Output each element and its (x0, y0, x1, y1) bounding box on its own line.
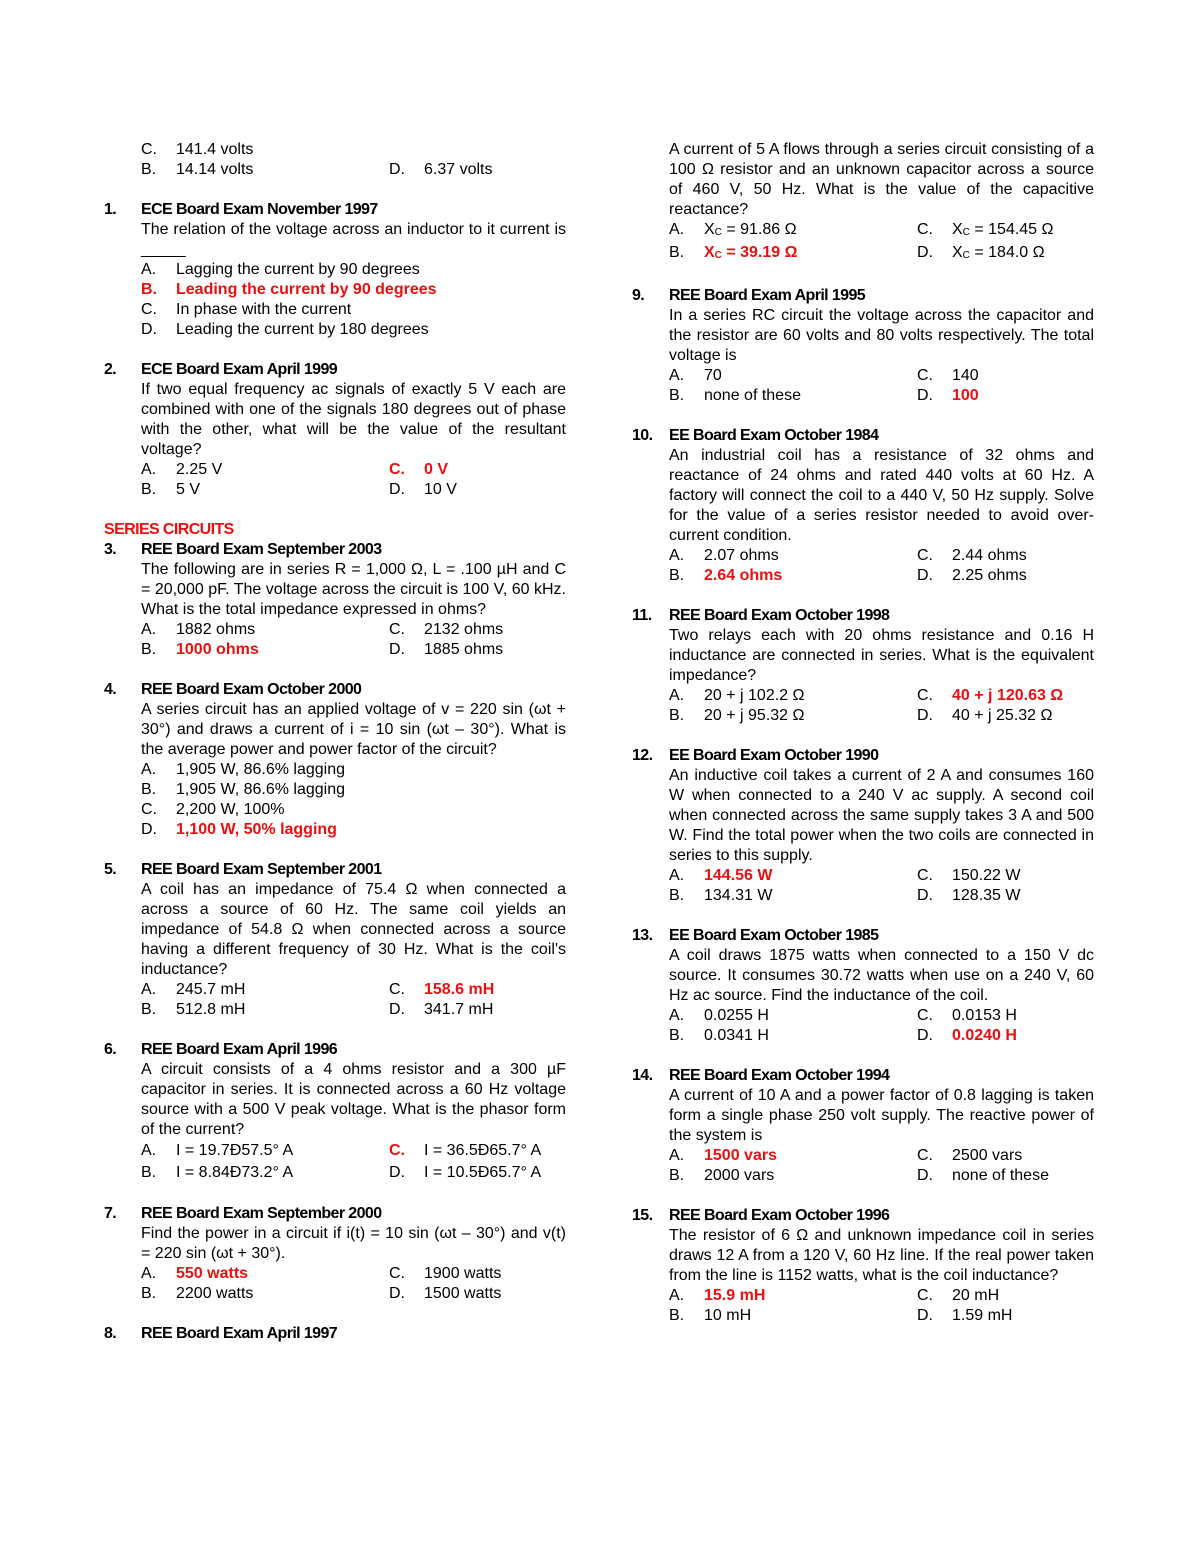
choice-d-correct: D. 0.0240 H (917, 1027, 1017, 1044)
question-title: ECE Board Exam April 1999 (141, 361, 338, 378)
question-number: 7. (104, 1205, 117, 1222)
question-title: REE Board Exam October 1994 (669, 1067, 890, 1084)
question-number: 6. (104, 1041, 117, 1058)
choice-a-correct: A. 144.56 W (669, 867, 773, 884)
question-title: ECE Board Exam November 1997 (141, 201, 378, 218)
choice-c: C. $X_C = 154.45$ Ω (917, 221, 1054, 238)
question-number: 4. (104, 681, 117, 698)
choice: B. 14.14 volts (141, 161, 254, 178)
choice-b: B. 10 mH (669, 1307, 752, 1324)
question-15 (632, 1206, 1094, 1326)
left-column (104, 140, 566, 1364)
choice-c-correct: C. 40 + j 120.63 Ω (917, 687, 1064, 704)
choice-d: D. Leading the current by 180 degrees (141, 321, 429, 338)
question-text: An inductive coil takes a current of 2 A and consumes 160 W when connected to a 240 V ac supply. A second coil when connected across the same supply takes 3 A and 500 W. Find the total power when the two coils are connected in series to this supply. (669, 767, 1094, 864)
choice-b: B. 2200 watts (141, 1285, 254, 1302)
question-7 (104, 1204, 566, 1304)
choice-a: A. 1882 ohms (141, 621, 256, 638)
question-title: REE Board Exam April 1995 (669, 287, 866, 304)
choice-a: A. 1,905 W, 86.6% lagging (141, 761, 346, 778)
choice-d-correct: D. 100 (917, 387, 979, 404)
choice-a: A. 245.7 mH (141, 981, 246, 998)
question-8-header (104, 1324, 566, 1344)
choice-d: D. 10 V (389, 481, 457, 498)
question-2 (104, 360, 566, 500)
choice-a: A. 0.0255 H (669, 1007, 769, 1024)
choice-b: B. 0.0341 H (669, 1027, 769, 1044)
choice-b-correct: B. 1000 ohms (141, 641, 259, 658)
question-number: 12. (632, 747, 653, 764)
choice: D. 6.37 volts (389, 161, 493, 178)
question-8-body (632, 140, 1094, 266)
choice-c: C. 2.44 ohms (917, 547, 1027, 564)
question-number: 3. (104, 541, 117, 558)
question-text: In a series RC circuit the voltage across the capacitor and the resistor are 60 volts and 80 volts respectively. The total voltage is (669, 307, 1094, 364)
carryover-choices (104, 140, 566, 180)
question-text: Find the power in a circuit if i(t) = 10 sin (ωt – 30°) and v(t) = 220 sin (ωt + 30°). (141, 1225, 566, 1262)
question-title: REE Board Exam October 2000 (141, 681, 362, 698)
choice-d: D. I = 10.5Ð65.7° A (389, 1164, 542, 1181)
question-text: A circuit consists of a 4 ohms resistor and a 300 µF capacitor in series. It is connected across a 60 Hz voltage source with a 500 V peak voltage. What is the phasor form of the current? (141, 1061, 566, 1138)
choice-b: B. 5 V (141, 481, 201, 498)
choice-a: A. $X_C = 91.86$ Ω (669, 221, 797, 238)
choice-b-correct: B. $X_C = 39.19$ Ω (669, 244, 798, 261)
choice-c: C. 2500 vars (917, 1147, 1023, 1164)
question-title: REE Board Exam September 2000 (141, 1205, 382, 1222)
question-number: 5. (104, 861, 117, 878)
question-14 (632, 1066, 1094, 1186)
question-10 (632, 426, 1094, 586)
question-text: The following are in series R = 1,000 Ω, L = .100 µH and C = 20,000 pF. The voltage across the circuit is 100 V, 60 kHz. What is the total impedance expressed in ohms? (141, 561, 566, 618)
choice-d: D. 1.59 mH (917, 1307, 1013, 1324)
question-number: 11. (632, 607, 652, 624)
choice-a: A. 2.25 V (141, 461, 223, 478)
choice-c: C. 150.22 W (917, 867, 1021, 884)
choice-d: D. none of these (917, 1167, 1049, 1184)
choice-a: A. 70 (669, 367, 722, 384)
question-text: A current of 5 A flows through a series circuit consisting of a 100 Ω resistor and an unknown capacitor across a source of 460 V, 50 Hz. What is the value of the capacitive reactance? (669, 141, 1094, 218)
choice-d: D. 1885 ohms (389, 641, 504, 658)
choice-c: C. 1900 watts (389, 1265, 502, 1282)
choice-b: B. I = 8.84Ð73.2° A (141, 1164, 294, 1181)
choice-d: D. 40 + j 25.32 Ω (917, 707, 1053, 724)
choice-c: C. 140 (917, 367, 979, 384)
choice-d: D. $X_C = 184.0$ Ω (917, 244, 1045, 261)
choice-b: B. 1,905 W, 86.6% lagging (141, 781, 346, 798)
choice: C. 141.4 volts (141, 141, 254, 158)
choice-c: C. In phase with the current (141, 301, 352, 318)
question-number: 15. (632, 1207, 653, 1224)
question-title: EE Board Exam October 1984 (669, 427, 879, 444)
choice-a: A. 2.07 ohms (669, 547, 779, 564)
question-3 (104, 540, 566, 660)
question-number: 9. (632, 287, 645, 304)
question-text: A coil draws 1875 watts when connected to a 150 V dc source. It consumes 30.72 watts when use on a 240 V, 60 Hz ac source. Find the inductance of the coil. (669, 947, 1094, 1004)
question-title: REE Board Exam September 2003 (141, 541, 382, 558)
question-number: 1. (104, 201, 117, 218)
choice-d: D. 128.35 W (917, 887, 1021, 904)
choice-a-correct: A. 550 watts (141, 1265, 249, 1282)
question-text: Two relays each with 20 ohms resistance and 0.16 H inductance are connected in series. What is the equivalent impedance? (669, 627, 1094, 684)
choice-d: D. 341.7 mH (389, 1001, 494, 1018)
choice-a: A. Lagging the current by 90 degrees (141, 261, 420, 278)
question-11 (632, 606, 1094, 726)
choice-b: B. 2000 vars (669, 1167, 775, 1184)
question-5 (104, 860, 566, 1020)
question-1 (104, 200, 566, 340)
choice-c: C. 2,200 W, 100% (141, 801, 285, 818)
question-number: 8. (104, 1325, 117, 1342)
question-text: A current of 10 A and a power factor of 0.8 lagging is taken form a single phase 250 volt supply. The reactive power of the system is (669, 1087, 1094, 1144)
choice-b-correct: B. Leading the current by 90 degrees (141, 281, 437, 298)
choice-c-correct: C. 158.6 mH (389, 981, 495, 998)
choice-c-correct: C. 0 V (389, 461, 449, 478)
question-number: 10. (632, 427, 653, 444)
choice-c-correct: C. I = 36.5Ð65.7° A (389, 1142, 542, 1159)
question-title: EE Board Exam October 1990 (669, 747, 879, 764)
choice-a: A. I = 19.7Ð57.5° A (141, 1142, 294, 1159)
question-number: 14. (632, 1067, 653, 1084)
question-number: 13. (632, 927, 653, 944)
choice-b: B. 512.8 mH (141, 1001, 246, 1018)
right-column (632, 140, 1094, 1346)
question-text: A series circuit has an applied voltage of v = 220 sin (ωt + 30°) and draws a current of i = 10 sin (ωt – 30°). What is the average power and power factor of the circuit? (141, 701, 566, 758)
choice (389, 140, 566, 160)
choice-c: C. 2132 ohms (389, 621, 504, 638)
question-text: The resistor of 6 Ω and unknown impedance coil in series draws 12 A from a 120 V, 60 Hz line. If the real power taken from the line is 1152 watts, what is the coil inductance? (669, 1227, 1094, 1284)
question-text: The relation of the voltage across an inductor to it current is _____ (141, 221, 566, 258)
question-12 (632, 746, 1094, 906)
choice-a: A. 20 + j 102.2 Ω (669, 687, 805, 704)
question-title: REE Board Exam April 1996 (141, 1041, 338, 1058)
question-6 (104, 1040, 566, 1184)
section-title: SERIES CIRCUITS (104, 521, 234, 538)
question-title: REE Board Exam September 2001 (141, 861, 382, 878)
question-4 (104, 680, 566, 840)
choice-d: D. 2.25 ohms (917, 567, 1027, 584)
choice-c: C. 0.0153 H (917, 1007, 1017, 1024)
question-title: REE Board Exam April 1997 (141, 1325, 338, 1342)
choice-a-correct: A. 15.9 mH (669, 1287, 766, 1304)
choice-b: B. 134.31 W (669, 887, 773, 904)
choice-b-correct: B. 2.64 ohms (669, 567, 783, 584)
choice-c: C. 20 mH (917, 1287, 1000, 1304)
question-text: If two equal frequency ac signals of exactly 5 V each are combined with one of the signals 180 degrees out of phase with the other, what will be the value of the resultant voltage? (141, 381, 566, 458)
question-number: 2. (104, 361, 117, 378)
question-13 (632, 926, 1094, 1046)
choice-b: B. none of these (669, 387, 801, 404)
question-title: EE Board Exam October 1985 (669, 927, 879, 944)
choice-d: D. 1500 watts (389, 1285, 502, 1302)
choice-a-correct: A. 1500 vars (669, 1147, 777, 1164)
question-text: An industrial coil has a resistance of 32 ohms and reactance of 24 ohms and rated 440 volts at 60 Hz. A factory will connect the coil to a 440 V, 50 Hz supply. Solve for the value of a series resistor needed to avoid over-current condition. (669, 447, 1094, 544)
question-title: REE Board Exam October 1996 (669, 1207, 890, 1224)
question-title: REE Board Exam October 1998 (669, 607, 890, 624)
question-9 (632, 286, 1094, 406)
question-text: A coil has an impedance of 75.4 Ω when connected a across a source of 60 Hz. The same coil yields an impedance of 54.8 Ω when connected across a source having a different frequency of 30 Hz. What is the coil's inductance? (141, 881, 566, 978)
choice-b: B. 20 + j 95.32 Ω (669, 707, 805, 724)
choice-d-correct: D. 1,100 W, 50% lagging (141, 821, 337, 838)
